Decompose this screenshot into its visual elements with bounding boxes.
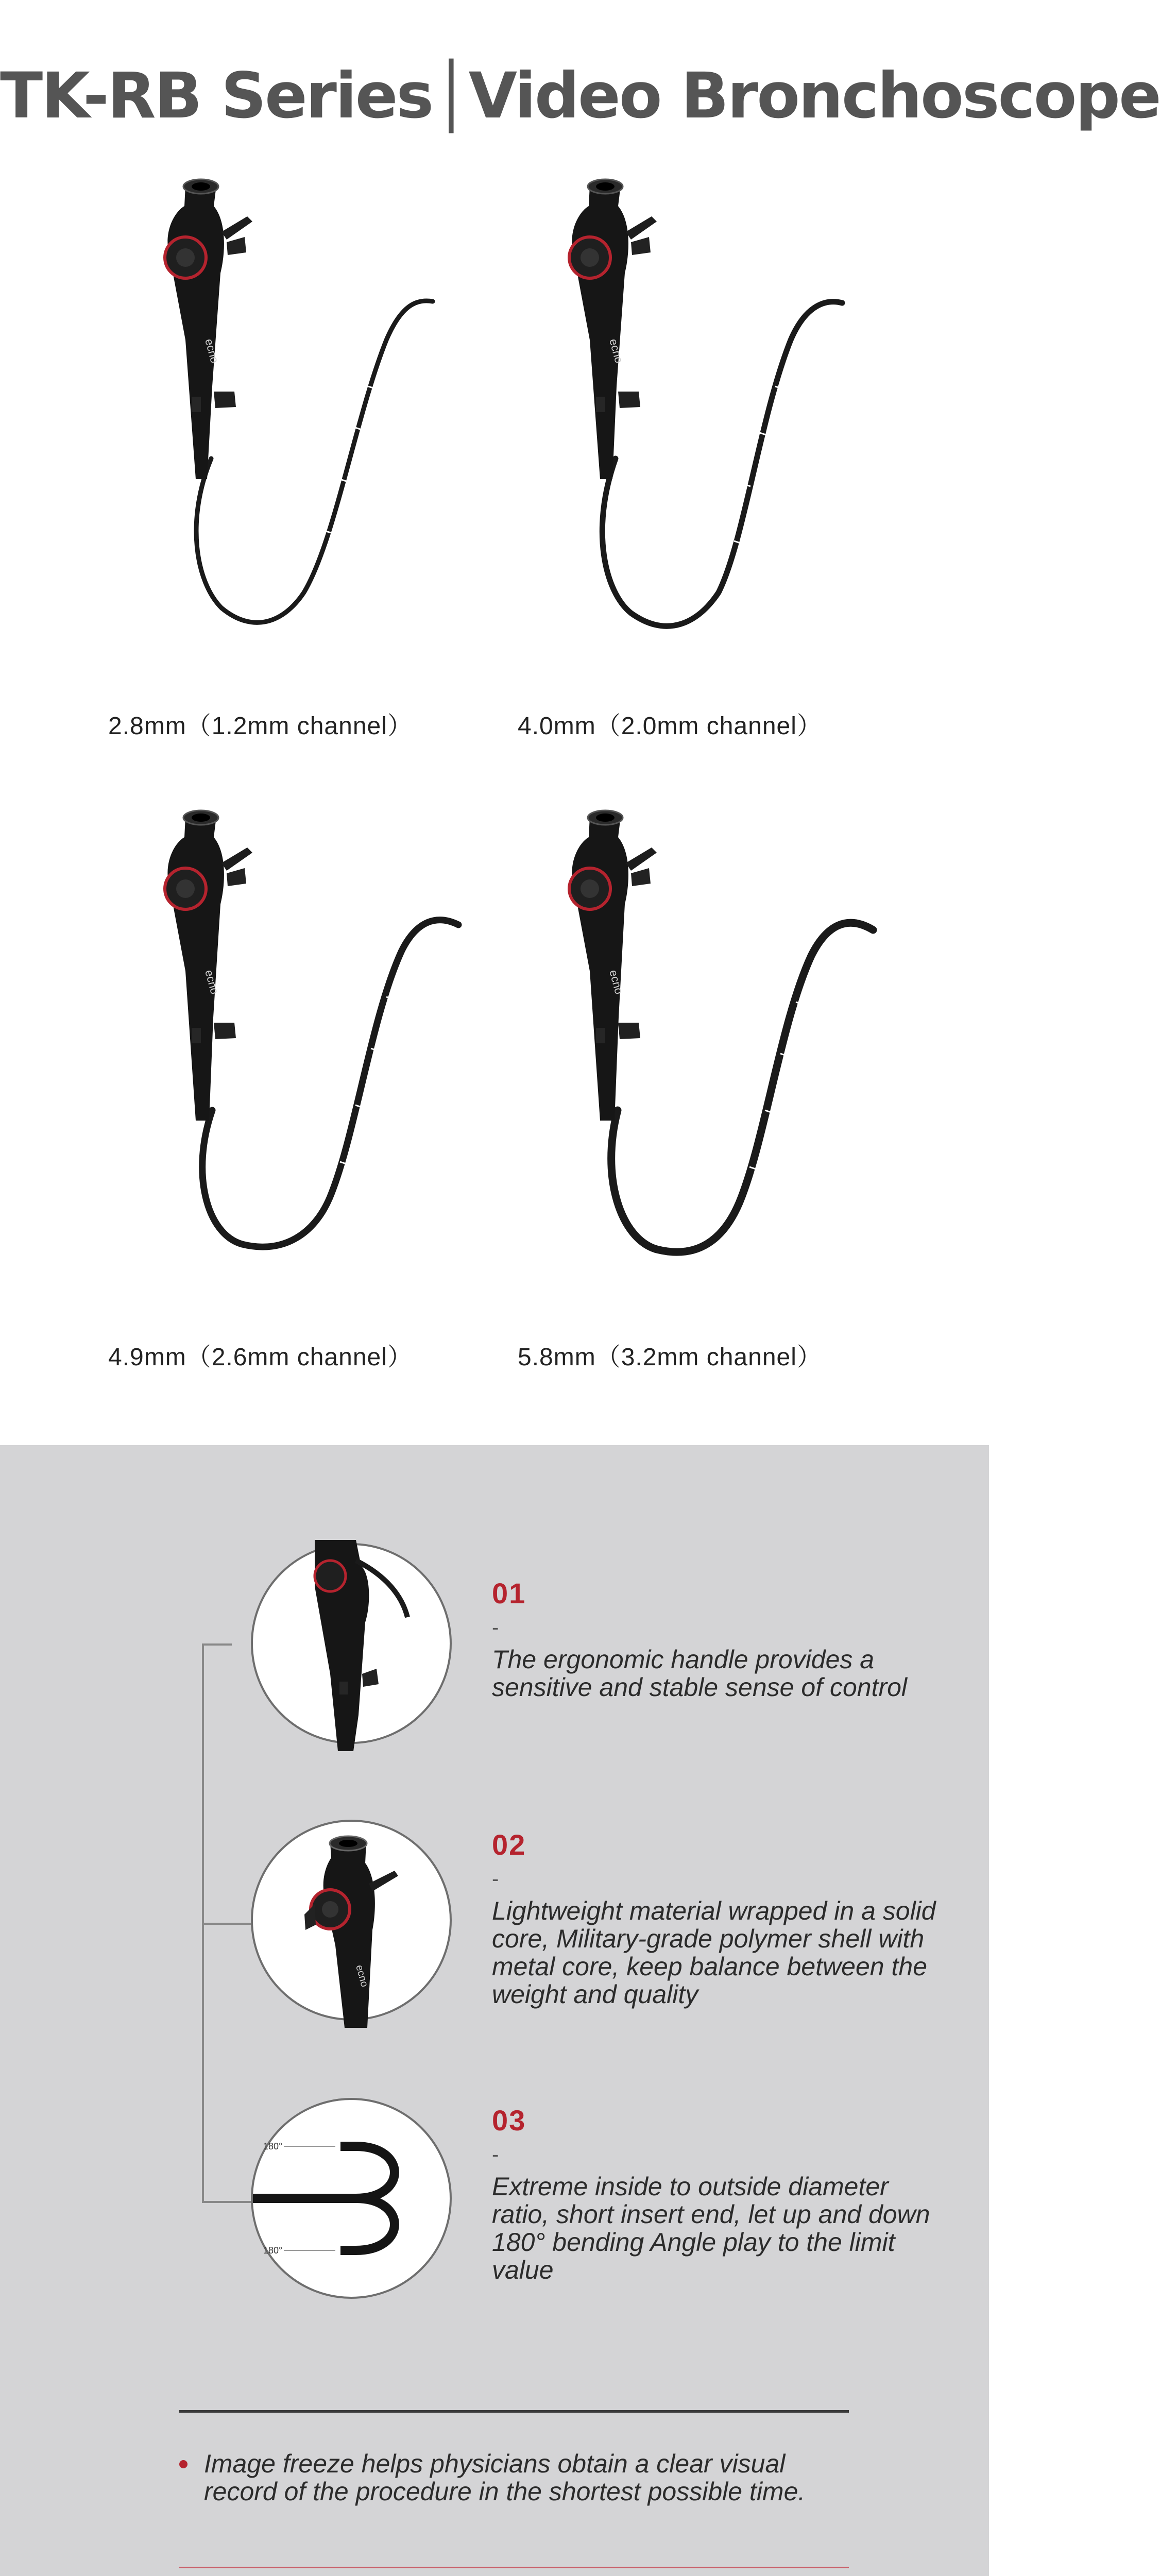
- connector-line: [202, 2201, 252, 2203]
- product-card: [98, 801, 520, 1383]
- product-card: [502, 801, 925, 1383]
- brand-mark: ecno: [202, 337, 221, 365]
- brand-mark: ecno: [607, 337, 626, 365]
- brand-mark: ecno: [353, 1963, 370, 1989]
- bronchoscope-illustration: [98, 801, 520, 1383]
- product-caption: 4.0mm（2.0mm channel）: [518, 713, 822, 740]
- bronchoscope-illustration: [98, 170, 520, 752]
- feature-item: [492, 1828, 945, 2008]
- connector-line: [202, 1643, 232, 1646]
- feature-item: [492, 2104, 945, 2284]
- handle-closeup-image: [251, 1543, 452, 1744]
- feature-dash: -: [492, 1868, 499, 1890]
- product-caption: 2.8mm（1.2mm channel）: [108, 713, 413, 740]
- feature-text: The ergonomic handle provides a sensitive and stable sense of control: [492, 1645, 908, 1702]
- feature-number: 01: [492, 1577, 526, 1609]
- bend-angle-label: 180°: [263, 2245, 283, 2256]
- page-title: TK-RB Series│Video Bronchoscope: [0, 59, 1160, 132]
- bending-tip-image: [251, 2098, 452, 2299]
- feature-dash: -: [492, 2143, 499, 2166]
- bronchoscope-illustration: [502, 170, 925, 752]
- feature-number: 03: [492, 2104, 526, 2137]
- product-card: [98, 170, 520, 752]
- feature-dash: -: [492, 1616, 499, 1639]
- feature-text: Extreme inside to outside diameter ratio, short insert end, let up and down 180° bending Angle play to the limit value: [492, 2172, 930, 2284]
- feature-item: [492, 1577, 945, 1701]
- feature-text: Lightweight material wrapped in a solid core, Military-grade polymer shell with metal core, keep balance between the weight and quality: [492, 1896, 936, 2009]
- list-item-text: Image freeze helps physicians obtain a clear visual record of the procedure in the shortest possible time.: [204, 2449, 806, 2506]
- product-card: [502, 170, 925, 752]
- control-body-image: [251, 1820, 452, 2021]
- list-divider: [179, 2567, 849, 2568]
- feature-number: 02: [492, 1828, 526, 1861]
- bronchoscope-illustration: [502, 801, 925, 1383]
- brand-mark: ecno: [607, 968, 626, 996]
- connector-line: [202, 1923, 252, 1925]
- product-caption: 5.8mm（3.2mm channel）: [518, 1344, 822, 1371]
- brand-mark: ecno: [202, 968, 221, 996]
- bend-angle-label: 180°: [263, 2141, 283, 2151]
- list-top-divider: [179, 2410, 849, 2413]
- bullet-dot: [179, 2460, 187, 2468]
- product-caption: 4.9mm（2.6mm channel）: [108, 1344, 413, 1371]
